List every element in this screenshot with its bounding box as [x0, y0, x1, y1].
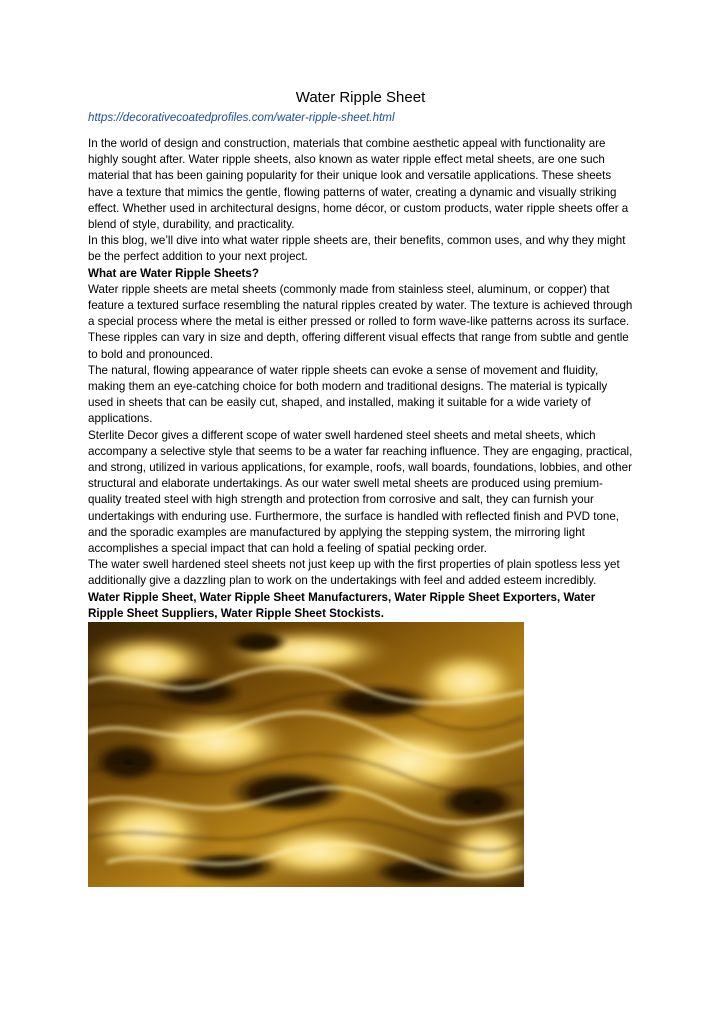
document-body — [88, 136, 633, 622]
document-page — [88, 88, 633, 887]
keywords-line: Water Ripple Sheet, Water Ripple Sheet Manufacturers, Water Ripple Sheet Exporters, Water Ripple Sheet Suppliers, Water Ripple Sheet Stockists. — [88, 590, 596, 620]
gold-water-ripple-image — [88, 622, 524, 887]
source-link[interactable]: https://decorativecoatedprofiles.com/water-ripple-sheet.html — [88, 111, 395, 124]
section-paragraph-1: Water ripple sheets are metal sheets (commonly made from stainless steel, aluminum, or copper) that feature a textured surface resembling the natural ripples created by water. The texture is achieved through a special process where the metal is either pressed or rolled to form wave-like patterns across its surface. These ripples can vary in size and depth, offering different visual effects that range from subtle and gentle to bold and pronounced. — [88, 282, 633, 361]
section-heading: What are Water Ripple Sheets? — [88, 266, 259, 280]
section-paragraph-3: Sterlite Decor gives a different scope of water swell hardened steel sheets and metal sheets, which accompany a selective style that seems to be a water far reaching influence. They are engaging, practical, and strong, utilized in various applications, for example, roofs, wall boards, foundations, lobbies, and other structural and elaborate undertakings. As our water swell metal sheets are produced using premium-quality treated steel with high strength and protection from corrosive and salt, they can furnish your undertakings with enduring use. Furthermore, the surface is handled with reflected finish and PVD tone, and the sporadic examples are manufactured by applying the stepping system, the mirroring light accomplishes a special impact that can hold a feeling of spatial pecking order. — [88, 428, 633, 556]
intro-paragraph-2: In this blog, we’ll dive into what water ripple sheets are, their benefits, common uses, and why they might be the perfect addition to your next project. — [88, 234, 626, 264]
intro-paragraph-1: In the world of design and construction, materials that combine aesthetic appeal with functionality are highly sought after. Water ripple sheets, also known as water ripple effect metal sheets, are one such material that has been gaining popularity for their unique look and versatile applications. These sheets have a texture that mimics the gentle, flowing patterns of water, creating a dynamic and visually striking effect. Whether used in architectural designs, home décor, or custom products, water ripple sheets offer a blend of style, durability, and practicality. — [88, 137, 629, 232]
section-paragraph-2: The natural, flowing appearance of water ripple sheets can evoke a sense of movement and fluidity, making them an eye-catching choice for both modern and traditional designs. The material is typically used in sheets that can be easily cut, shaped, and installed, making it suitable for a wide variety of applications. — [88, 363, 608, 426]
section-paragraph-4: The water swell hardened steel sheets not just keep up with the first properties of plain spotless less yet additionally give a dazzling plan to work on the undertakings with feel and added esteem incredibly. — [88, 558, 620, 588]
document-title: Water Ripple Sheet — [295, 89, 426, 106]
